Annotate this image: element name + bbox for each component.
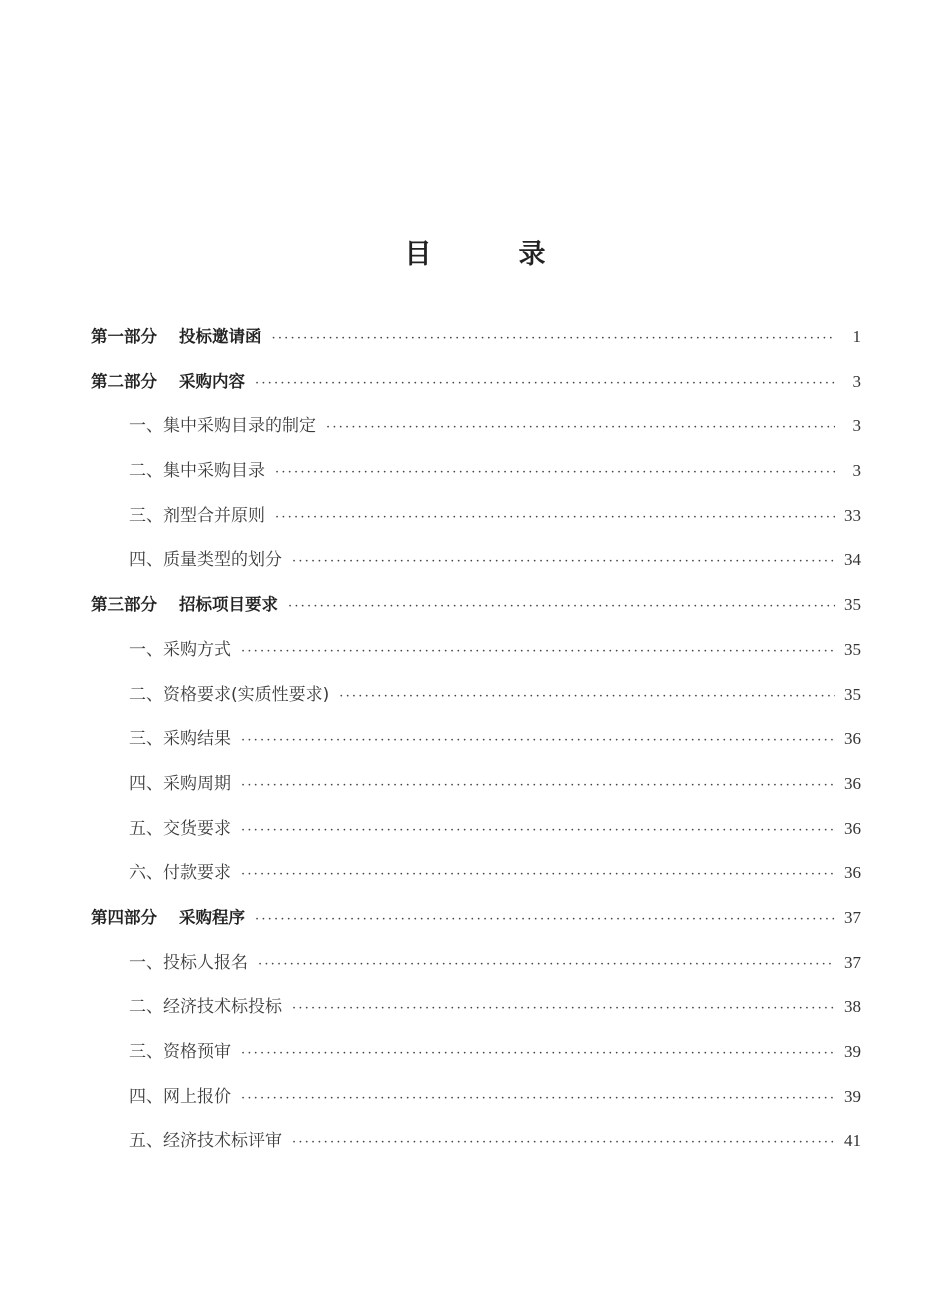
toc-section-title: 三、资格预审 — [129, 1042, 231, 1062]
toc-page-number: 39 — [844, 1086, 861, 1106]
toc-part-number: 第二部分 — [91, 371, 157, 391]
toc-entry-section[interactable] — [91, 769, 861, 814]
toc-section-title: 一、投标人报名 — [129, 952, 248, 973]
dot-leader — [275, 503, 835, 533]
toc-page-number: 35 — [844, 639, 861, 659]
toc-entry-section[interactable] — [91, 814, 861, 859]
toc-part-title: 投标邀请函 — [179, 327, 262, 346]
toc-entry-section[interactable] — [91, 411, 861, 456]
toc-entry-section[interactable] — [91, 948, 861, 993]
dot-leader — [241, 1039, 835, 1069]
toc-entry-part-4[interactable] — [91, 903, 861, 948]
toc-entry-section[interactable] — [91, 456, 861, 501]
dot-leader — [241, 860, 835, 890]
dot-leader — [292, 1128, 835, 1158]
toc-section-title: 四、质量类型的划分 — [129, 550, 282, 571]
dot-leader — [258, 950, 835, 980]
toc-part-title: 采购程序 — [179, 907, 245, 927]
toc-section-title: 一、采购方式 — [129, 639, 231, 660]
toc-entry-section[interactable] — [91, 1126, 861, 1171]
toc-section-title: 二、集中采购目录 — [129, 461, 265, 482]
toc-entry-section[interactable] — [91, 635, 861, 680]
toc-section-title: 五、交货要求 — [129, 818, 231, 839]
toc-entry-section[interactable] — [91, 724, 861, 769]
toc-part-number: 第一部分 — [91, 327, 157, 346]
toc-page-number: 3 — [852, 461, 861, 481]
toc-section-title: 二、资格要求(实质性要求) — [129, 684, 330, 705]
toc-page-number: 39 — [844, 1042, 861, 1061]
toc-page-number: 35 — [844, 595, 861, 615]
dot-leader — [288, 592, 835, 622]
toc-entry-part-3[interactable] — [91, 590, 861, 635]
toc-page-number: 35 — [844, 684, 861, 704]
toc-page-number: 36 — [844, 863, 861, 883]
dot-leader — [241, 637, 835, 667]
dot-leader — [241, 816, 835, 846]
toc-page-number: 33 — [844, 505, 861, 525]
dot-leader — [255, 905, 835, 935]
toc-entry-section[interactable] — [91, 1037, 861, 1082]
toc-part-number: 第四部分 — [91, 907, 157, 927]
toc-section-title: 三、剂型合并原则 — [129, 505, 265, 526]
dot-leader — [241, 771, 835, 801]
toc-page-number: 1 — [852, 327, 861, 346]
toc-section-title: 五、经济技术标评审 — [129, 1131, 282, 1152]
toc-section-title: 六、付款要求 — [129, 863, 231, 884]
toc-page-number: 38 — [844, 997, 861, 1017]
toc-entry-section[interactable] — [91, 501, 861, 546]
toc-entry-part-1[interactable] — [91, 322, 861, 367]
table-of-contents — [91, 322, 861, 1171]
toc-section-title: 一、集中采购目录的制定 — [129, 416, 316, 437]
toc-entry-part-2[interactable] — [91, 367, 861, 412]
toc-section-title: 二、经济技术标投标 — [129, 997, 282, 1018]
toc-page-number: 3 — [852, 371, 861, 391]
toc-page-number: 3 — [852, 416, 861, 436]
dot-leader — [241, 1084, 835, 1114]
toc-section-title: 三、采购结果 — [129, 729, 231, 750]
dot-leader — [292, 994, 835, 1024]
dot-leader — [339, 682, 835, 712]
toc-page-number: 41 — [844, 1131, 861, 1151]
dot-leader — [272, 324, 836, 354]
toc-entry-section[interactable] — [91, 1082, 861, 1127]
dot-leader — [275, 458, 835, 488]
toc-part-title: 招标项目要求 — [179, 595, 278, 615]
toc-part-number: 第三部分 — [91, 595, 157, 615]
toc-entry-section[interactable] — [91, 858, 861, 903]
toc-page-number: 34 — [844, 550, 861, 570]
toc-page-number: 36 — [844, 773, 861, 793]
toc-page-number: 36 — [844, 818, 861, 838]
dot-leader — [255, 369, 835, 399]
toc-title: 目 录 — [404, 239, 576, 270]
toc-page-number: 37 — [844, 907, 861, 927]
toc-section-title: 四、网上报价 — [129, 1086, 231, 1107]
dot-leader — [292, 547, 835, 577]
toc-page-number: 37 — [844, 952, 861, 972]
dot-leader — [241, 726, 835, 756]
toc-entry-section[interactable] — [91, 992, 861, 1037]
dot-leader — [326, 413, 835, 443]
toc-part-title: 采购内容 — [179, 371, 245, 391]
toc-entry-section[interactable] — [91, 545, 861, 590]
toc-page-number: 36 — [844, 729, 861, 749]
toc-entry-section[interactable] — [91, 680, 861, 725]
toc-section-title: 四、采购周期 — [129, 773, 231, 794]
